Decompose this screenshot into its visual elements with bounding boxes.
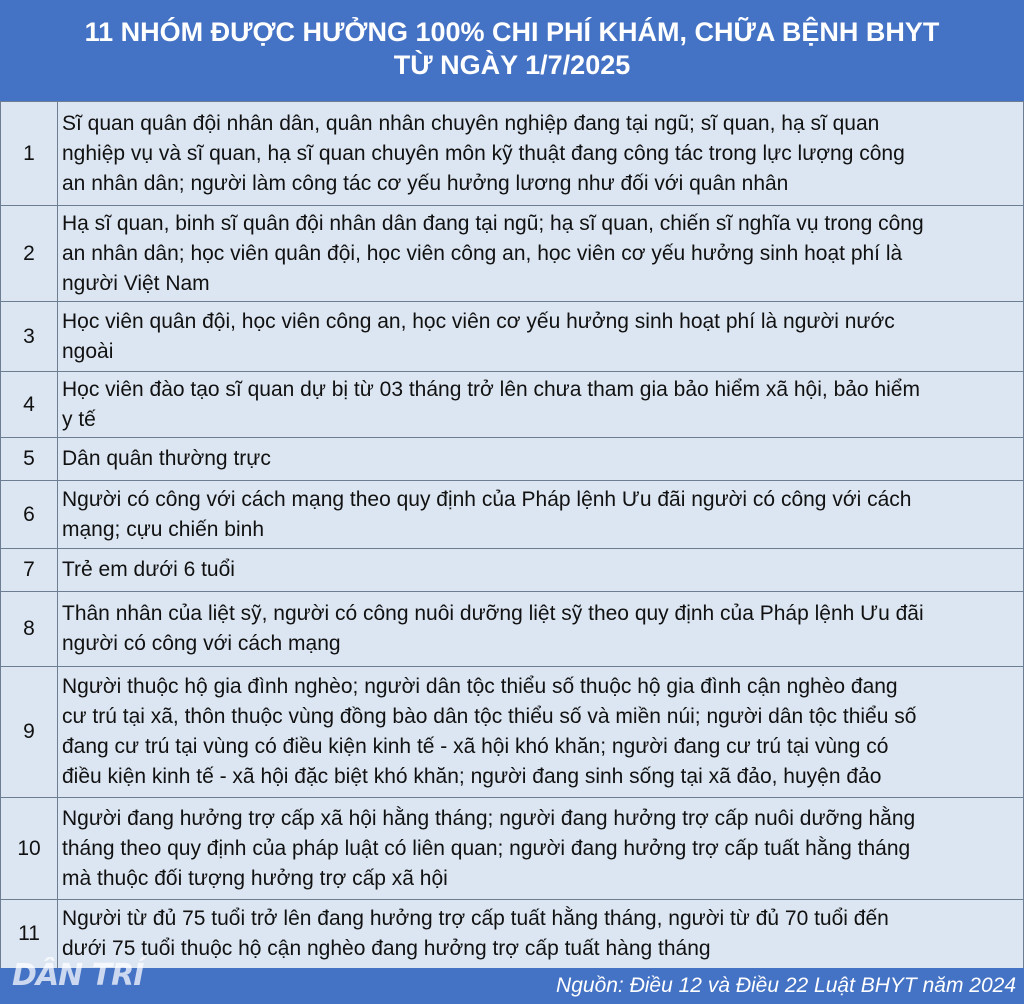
description-line: người có công với cách mạng: [62, 632, 341, 655]
row-description: [58, 102, 1024, 206]
description-line: mạng; cựu chiến binh: [62, 517, 265, 541]
row-description: [58, 900, 1024, 969]
description-line: Người từ đủ 75 tuổi trở lên đang hưởng trợ cấp tuất hằng tháng, người từ đủ 70 tuổi đến: [62, 907, 889, 930]
row-description: [58, 438, 1024, 481]
description-line: y tế: [62, 407, 96, 431]
title-line-2: TỪ NGÀY 1/7/2025: [393, 50, 631, 80]
description-line: cư trú tại xã, thôn thuộc vùng đồng bào dân tộc thiểu số và miền núi; người dân tộc thiểu số: [62, 705, 917, 728]
table-row: [1, 900, 1024, 969]
row-description: [58, 302, 1024, 372]
description-line: Hạ sĩ quan, binh sĩ quân đội nhân dân đang tại ngũ; hạ sĩ quan, chiến sĩ nghĩa vụ trong công: [62, 211, 924, 235]
row-number: 1: [1, 102, 58, 206]
description-line: mà thuộc đối tượng hưởng trợ cấp xã hội: [62, 866, 448, 890]
row-number: 7: [1, 549, 58, 592]
row-number: 10: [1, 798, 58, 900]
row-number: 4: [1, 372, 58, 438]
row-description: [58, 481, 1024, 549]
table-row: [1, 481, 1024, 549]
table-row: [1, 302, 1024, 372]
description-line: đang cư trú tại vùng có điều kiện kinh tế - xã hội khó khăn; người đang cư trú tại vùng có: [62, 735, 889, 758]
row-description: [58, 667, 1024, 798]
description-line: Sĩ quan quân đội nhân dân, quân nhân chuyên nghiệp đang tại ngũ; sĩ quan, hạ sĩ quan: [62, 111, 880, 135]
description-line: an nhân dân; người làm công tác cơ yếu hưởng lương như đối với quân nhân: [62, 171, 789, 195]
beneficiary-groups-table: [0, 101, 1024, 969]
dantri-logo: DÂN TRÍ: [12, 958, 144, 993]
description-line: Người có công với cách mạng theo quy định của Pháp lệnh Ưu đãi người có công với cách: [62, 487, 912, 511]
description-line: Dân quân thường trực: [62, 447, 271, 470]
description-line: ngoài: [62, 339, 114, 363]
table-title-banner: [0, 0, 1024, 101]
source-footer: [0, 968, 1024, 1004]
description-line: an nhân dân; học viên quân đội, học viên công an, học viên cơ yếu hưởng sinh hoạt phí là: [62, 241, 903, 265]
source-text: Nguồn: Điều 12 và Điều 22 Luật BHYT năm 2024: [556, 974, 1016, 997]
row-description: [58, 592, 1024, 667]
description-line: Thân nhân của liệt sỹ, người có công nuôi dưỡng liệt sỹ theo quy định của Pháp lệnh Ưu đãi: [62, 602, 924, 625]
row-description: [58, 372, 1024, 438]
description-line: người Việt Nam: [62, 271, 210, 295]
row-number: 5: [1, 438, 58, 481]
table-row: [1, 798, 1024, 900]
table-row: [1, 206, 1024, 302]
row-description: [58, 798, 1024, 900]
row-number: 8: [1, 592, 58, 667]
description-line: Người đang hưởng trợ cấp xã hội hằng tháng; người đang hưởng trợ cấp nuôi dưỡng hằng: [62, 806, 916, 830]
description-line: dưới 75 tuổi thuộc hộ cận nghèo đang hưởng trợ cấp tuất hàng tháng: [62, 937, 711, 960]
description-line: điều kiện kinh tế - xã hội đặc biệt khó khăn; người đang sinh sống tại xã đảo, huyện đảo: [62, 765, 882, 788]
table-row: [1, 667, 1024, 798]
table-row: [1, 592, 1024, 667]
description-line: tháng theo quy định của pháp luật có liên quan; người đang hưởng trợ cấp tuất hằng tháng: [62, 836, 911, 860]
row-description: [58, 206, 1024, 302]
row-number: 11: [1, 900, 58, 969]
row-description: [58, 549, 1024, 592]
title-line-1: 11 NHÓM ĐƯỢC HƯỞNG 100% CHI PHÍ KHÁM, CHỮA BỆNH BHYT: [84, 17, 940, 47]
row-number: 9: [1, 667, 58, 798]
table-row: [1, 102, 1024, 206]
description-line: Học viên quân đội, học viên công an, học viên cơ yếu hưởng sinh hoạt phí là người nước: [62, 309, 895, 333]
table-row: [1, 549, 1024, 592]
description-line: Người thuộc hộ gia đình nghèo; người dân tộc thiểu số thuộc hộ gia đình cận nghèo đang: [62, 675, 898, 698]
description-line: Học viên đào tạo sĩ quan dự bị từ 03 tháng trở lên chưa tham gia bảo hiểm xã hội, bảo hiểm: [62, 377, 920, 401]
table-row: [1, 372, 1024, 438]
row-number: 2: [1, 206, 58, 302]
description-line: nghiệp vụ và sĩ quan, hạ sĩ quan chuyên môn kỹ thuật đang công tác trong lực lượng công: [62, 141, 905, 165]
row-number: 3: [1, 302, 58, 372]
table-row: [1, 438, 1024, 481]
description-line: Trẻ em dưới 6 tuổi: [62, 558, 235, 581]
row-number: 6: [1, 481, 58, 549]
